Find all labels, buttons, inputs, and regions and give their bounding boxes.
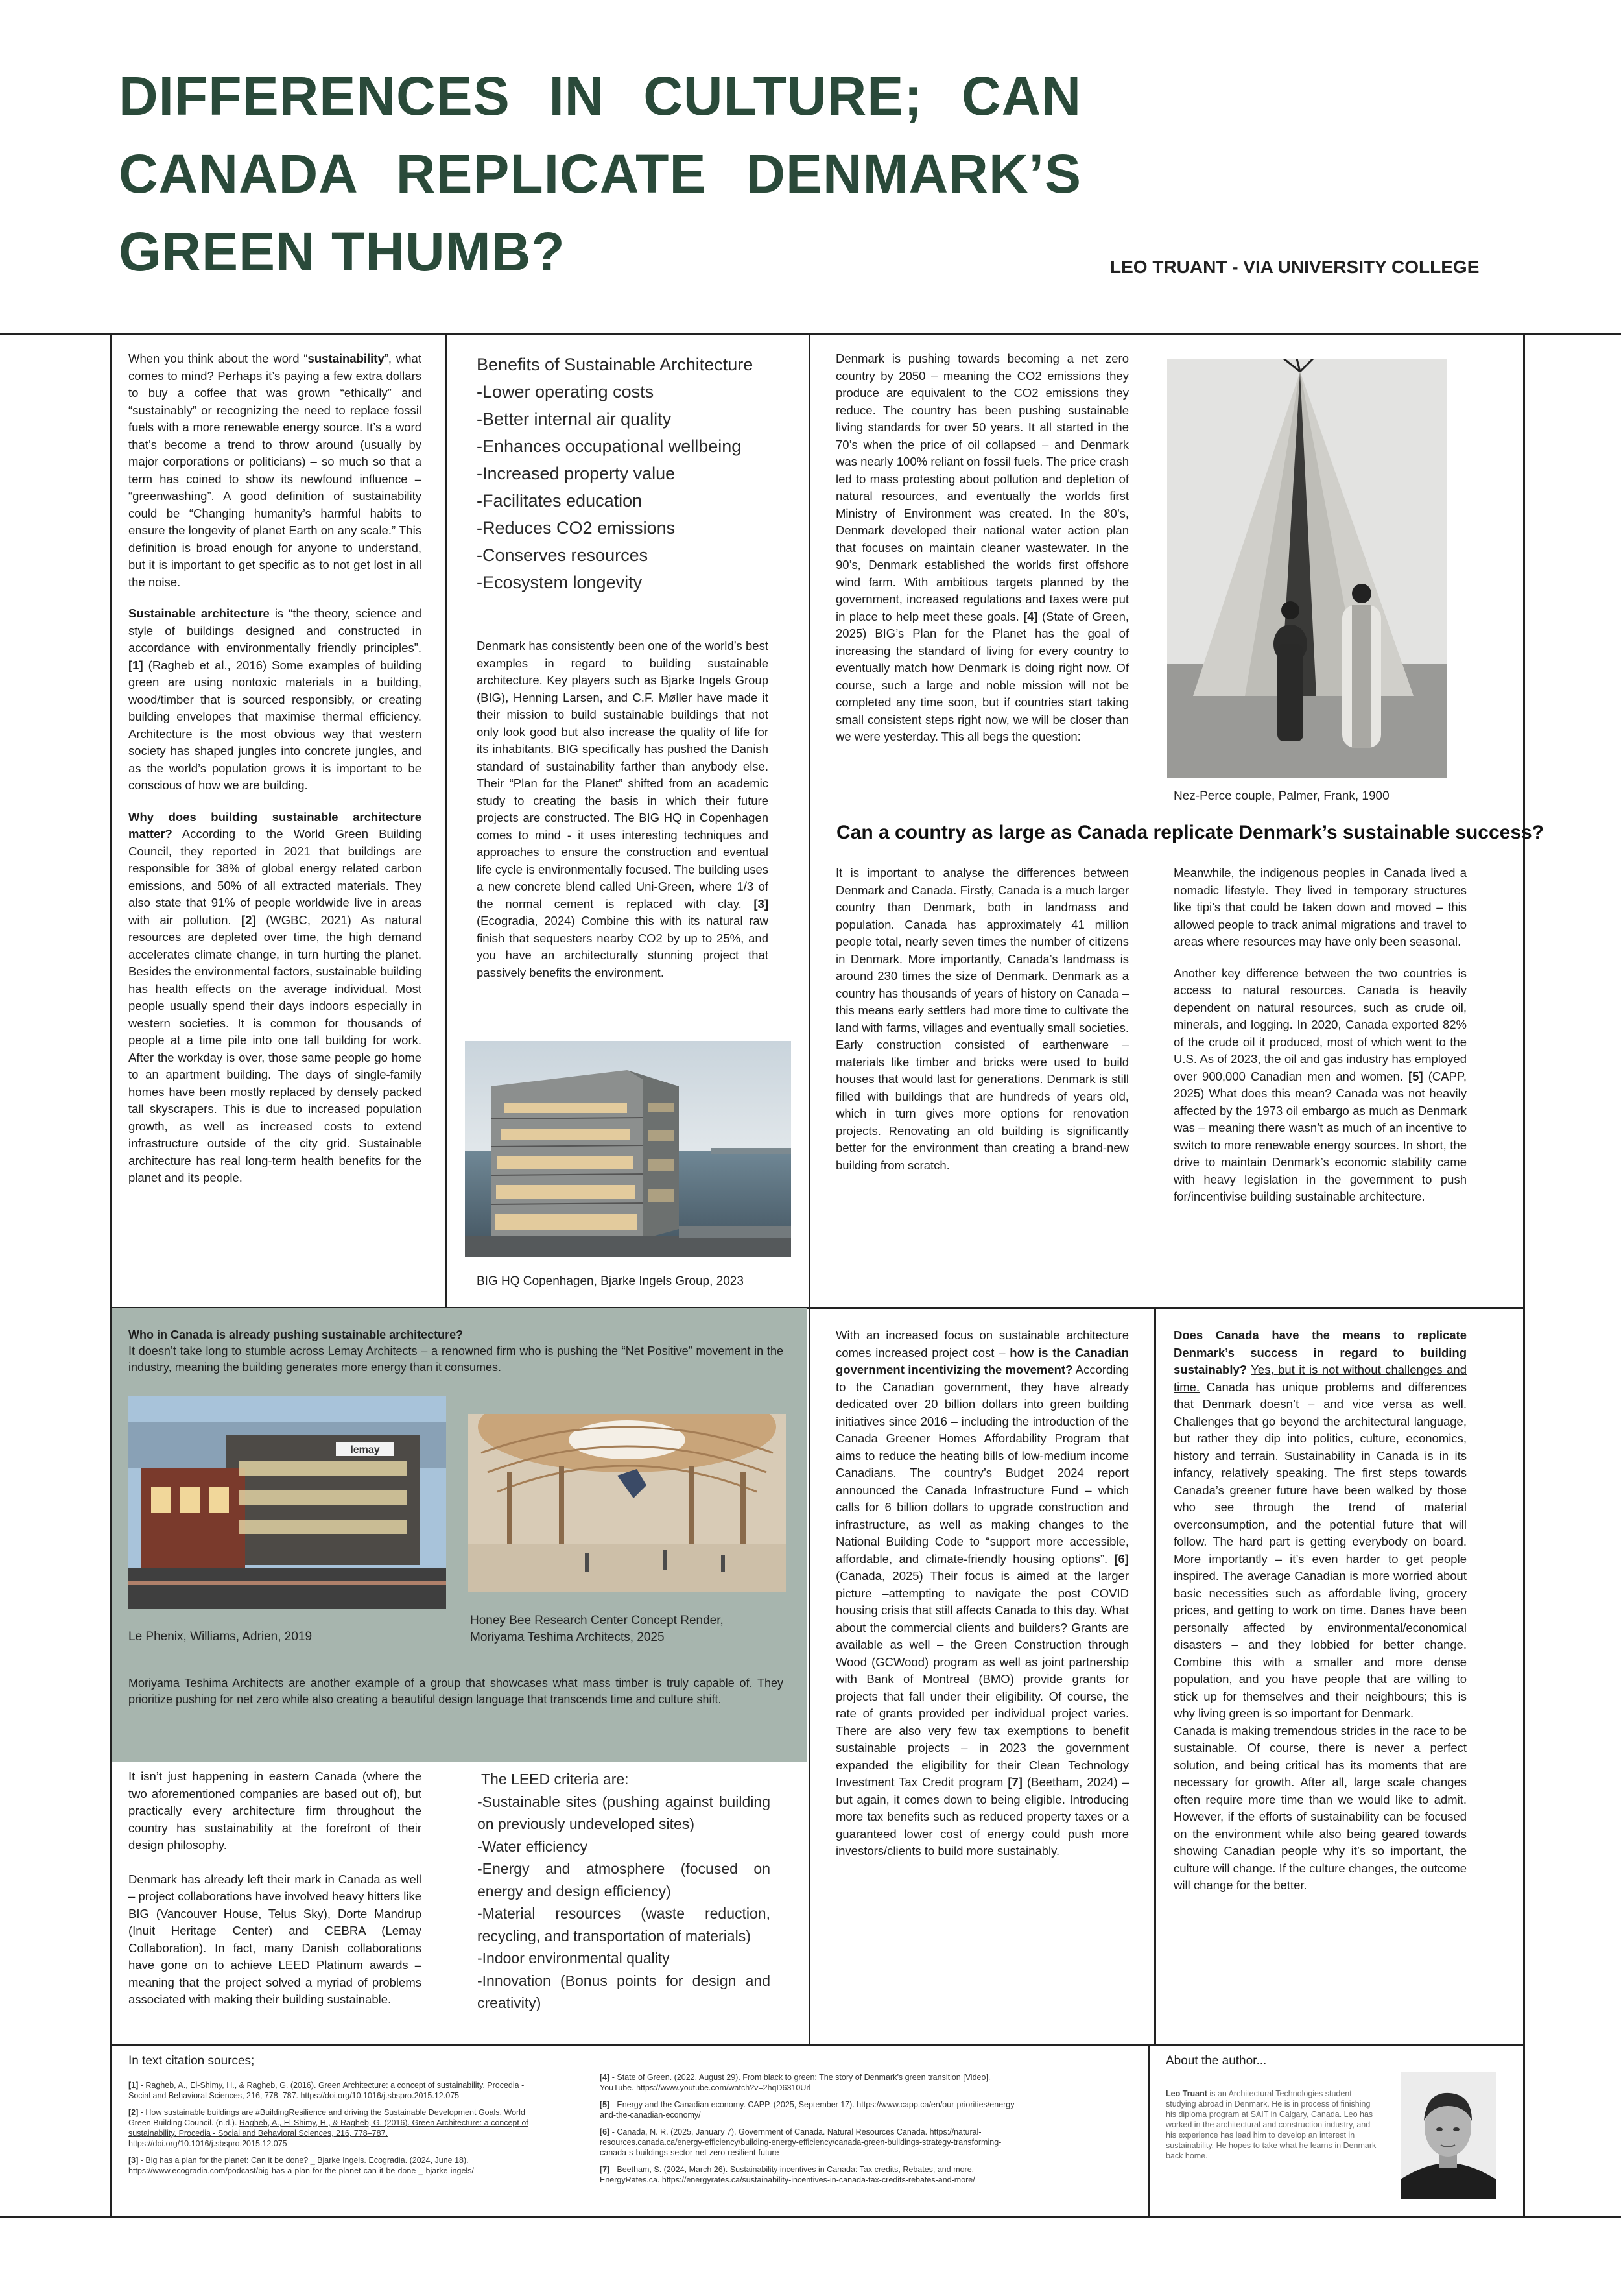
benefit-item: -Enhances occupational wellbeing (477, 436, 742, 456)
about-bio: Leo Truant is an Architectural Technologies student studying abroad in Denmark. He is in process of finishing his diploma program at SAIT in Calgary, Canada. Leo has worked in the architectural and construction industry, and his experience has lead him to develop an interest in sustainability. He hopes to take what he learns in Denmark back home. (1166, 2089, 1377, 2160)
citations-right (600, 2072, 1018, 2192)
about-title: About the author... (1166, 2054, 1267, 2068)
divider-col-2 (809, 333, 810, 2045)
benefits-list (477, 351, 788, 596)
canada-firms-heading: Who in Canada is already pushing sustainable architecture? (128, 1328, 464, 1341)
canada-firms-text (128, 1327, 783, 1376)
intro-paragraph: When you think about the word “sustainability”, what comes to mind? Perhaps it’s paying a few extra dollars to buy a coffee that was grown “ethically” and “sustainably” or recognizing the need to replace fossil fuels with a more renewable energy source. It’s a word that’s become a trend to throw around (usually by major corporations or politicians) – so much so that a term has coined to show its newfound influence – “greenwashing”. A good definition of sustainability could be “Changing humanity’s harmful habits to ensure the longevity of planet Earth on any scale.” This definition is broad enough for anyone to understand, but it is important to get specific as to not get lost in all the noise. (128, 352, 421, 589)
analysis-left-column (836, 865, 1129, 1188)
citation-2: [2] - How sustainable buildings are #BuildingResilience and driving the Sustainable Development Goals. World Green Building Council. (n.d.). Ragheb, A., El-Shimy, H., & Ragheb, G. (2016). Green Architecture: a concept of sustainability. Procedia - Social and Behavioral Sciences, 216, 778–787. https://doi.org/10.1016/j.sbspro.2015.12.075 (128, 2108, 528, 2148)
why-heading: Why does building sustainable architecture matter? (128, 809, 421, 841)
leed-list (477, 1768, 770, 2015)
divider-col-3 (1154, 1307, 1156, 2045)
eastern-paragraph: It isn’t just happening in eastern Canada (where the two aforementioned companies are based out of), but practically every architecture firm throughout the country has sustainability at the forefront of their design philosophy. (128, 1769, 421, 1852)
indigenous-paragraph: Meanwhile, the indigenous peoples in Canada lived a nomadic lifestyle. They lived in temporary structures like tipi’s that could be taken down and moved – this allowed people to track animal migrations and travel to areas where resources may have only been seasonal. (1174, 866, 1467, 948)
government-paragraph: With an increased focus on sustainable architecture comes increased project cost – how is the Canadian government incentivizing the movement? According to the Canadian government, they have already dedicated over 20 billion dollars into green building initiatives since 2016 – including the introduction of the Canada Greener Homes Affordability Program that aims to reduce the heating bills of low-medium income Canadians. The country’s Budget 2024 report announced the Canada Infrastructure Fund – which calls for 6 billion dollars to upgrade construction and infrastructure, as well as making changes to the National Building Code to “support more accessible, affordable, and climate-friendly housing options”. [6] (Canada, 2025) Their focus is aimed at the larger picture –attempting to navigate the post COVID housing crisis that still affects Canada to this day. What about the commercial clients and builders? Grants are available as well – the Green Construction through Wood (GCWood) program as well as joint partnership with Bank of Montreal (BMO) provide grants for projects that fall under their eligibility. Of course, the rate of grants provided per individual project varies. There are also very few tax exemptions to benefit sustainable projects – in 2023 the government expanded the eligibility for their Clean Technology Investment Tax Credit program [7] (Beetham, 2024) – but again, it comes down to being eligible. Introducing more tax benefits such as reduced property taxes or a guaranteed lower cost of energy could push more investors/clients to build more sustainably. (836, 1328, 1129, 1858)
author-name: Leo Truant (1166, 2089, 1207, 2098)
citation-1-link[interactable]: https://doi.org/10.1016/j.sbspro.2015.12.075 (300, 2091, 460, 2100)
author-portrait (1401, 2072, 1496, 2199)
government-question: how is the Canadian government incentivizing the movement? (836, 1345, 1129, 1376)
benefit-item: -Conserves resources (477, 545, 648, 565)
canada-firms-intro: It doesn’t take long to stumble across Lemay Architects – a renowned firm who is pushing the “Net Positive” movement in the industry, meaning the building generates more energy than it consumes. (128, 1345, 783, 1374)
leed-item: -Material resources (waste reduction, recycling, and transportation of materials) (477, 1905, 770, 1944)
canada-question-heading: Can a country as large as Canada replicate Denmark’s sustainable success? (836, 822, 1544, 843)
leed-item: -Sustainable sites (pushing against building on previously undeveloped sites) (477, 1793, 770, 1832)
citation-6: [6] - Canada, N. R. (2025, January 7). Government of Canada. Natural Resources Canada. https://natural-resources.canada.ca/energy-efficiency/building-energy-efficiency/canada-green-buildings-strategy-transforming-canada-s-buildings-sector-net-zero-resilient-future (600, 2127, 1002, 2157)
title-line-1: DIFFERENCES IN CULTURE; CAN (119, 66, 1082, 126)
citation-5: [5] - Energy and the Canadian economy. CAPP. (2025, September 17). https://www.capp.ca/en/our-priorities/energy-and-the-canadian-economy/ (600, 2100, 1017, 2120)
citation-ref-5: [5] (1408, 1069, 1423, 1083)
conclusion-paragraph: Canada is making tremendous strides in the race to be sustainable. Of course, there is never a perfect solution, and being critical has its moments that are necessary for growth. After all, large scale changes often require more time than we would like to admit. However, if the efforts of sustainability can be focused on the environment while also being geared towards showing Canadian people why it’s so important, the culture will change. If the culture changes, the outcome will change for the better. (1174, 1723, 1467, 1892)
divider-citations (110, 2044, 1524, 2046)
keyword-sustainable-architecture: Sustainable architecture (128, 606, 270, 620)
benefit-item: -Lower operating costs (477, 382, 654, 401)
citation-1: [1] - Ragheb, A., El-Shimy, H., & Ragheb, G. (2016). Green Architecture: a concept of sustainability. Procedia - Social and Behavioral Sciences, 216, 778–787. https://doi.org/10.1016/j.sbspro.2015.12.075 (128, 2081, 525, 2100)
title-line-2: CANADA REPLICATE DENMARK’S (119, 143, 1082, 204)
means-answer: Yes, but it is not without challenges and time. (1174, 1363, 1467, 1394)
citation-ref-3: [3] (753, 896, 768, 911)
nez-perce-caption: Nez-Perce couple, Palmer, Frank, 1900 (1174, 789, 1390, 803)
intro-column (128, 350, 421, 1201)
moriyama-paragraph: Moriyama Teshima Architects are another example of a group that showcases what mass timber is truly capable of. They prioritize pushing for net zero while also creating a beautiful design language that transcends time and culture shift. (128, 1677, 783, 1706)
leed-item: -Energy and atmosphere (focused on energy and design efficiency) (477, 1860, 770, 1900)
benefit-item: -Increased property value (477, 464, 676, 483)
citation-2-link[interactable]: Ragheb, A., El-Shimy, H., & Ragheb, G. (2016). Green Architecture: a concept of sustainability. Procedia - Social and Behavioral Sciences, 216, 778–787. https://doi.org/10.1016/j.sbspro.2015.12.075 (128, 2118, 528, 2148)
honey-bee-photo (468, 1414, 786, 1592)
benefits-title: Benefits of Sustainable Architecture (477, 355, 753, 374)
divider-col-1 (445, 333, 447, 1308)
analysis-right-column (1174, 865, 1467, 1220)
why-paragraph: Why does building sustainable architecture matter? According to the World Green Building Council, they reported in 2021 that buildings are responsible for 38% of global energy related carbon emissions, and 50% of all extracted materials. They also state that 91% of people worldwide live in areas with air pollution. [2] (WGBC, 2021) As natural resources are depleted over time, the high demand accelerates climate change, in turn hurting the planet. Besides the environmental factors, sustainable building has health effects on the average individual. Most people usually spend their days indoors especially in western societies. It is common for thousands of people at a time pile into one tall building for work. After the workday is over, those same people go home to an apartment building. The days of single-family homes have been mostly replaced by densely packed tall skyscrapers. This is due to increased population growth, as well as increased costs to extend infrastructure outside of the city grid. Sustainable architecture has real long-term health benefits for the planet and its people. (128, 809, 421, 1184)
netzero-column (836, 350, 1129, 760)
honey-bee-caption: Honey Bee Research Center Concept Render, Moriyama Teshima Architects, 2025 (470, 1614, 724, 1644)
leed-item: -Water efficiency (477, 1837, 587, 1855)
poster-title (119, 57, 1082, 291)
citations-title: In text citation sources; (128, 2054, 255, 2068)
definition-paragraph: Sustainable architecture is “the theory, science and style of buildings designed and constructed in accordance with environmentally friendly principles”. [1] (Ragheb et al., 2016) Some examples of building green are using nontoxic materials in a building, wood/timber that is sourced responsibly, or creating building envelopes that maximise thermal efficiency. Architecture is the most obvious way that western society has shaped jungles into concrete jungles, and as the world’s population grows it is important to be conscious of how we are building. (128, 606, 421, 792)
leed-title: The LEED criteria are: (481, 1771, 629, 1788)
title-line-3: GREEN THUMB? (119, 221, 565, 282)
means-paragraph: Does Canada have the means to replicate Denmark’s success in regard to building sustainably? Yes, but it is not without challenges and time. Canada has unique problems and differences that Denmark doesn’t – and vice versa as well. Challenges that go beyond the architectural language, but rather they dip into politics, culture, economics, history and terrain. Sustainability in Canada is in its infancy, relatively speaking. The first steps towards Canada’s greener future have been walked by those who see through the trend of material overconsumption, and the potential future that will follow. The hard part is getting everybody on board. More importantly – it’s even harder to get people inspired. The average Canadian is more worried about basic necessities such as affordable living, grocery prices, and getting to work on time. Danes have been personally affected by environmental/economical disasters – and they lobbied for better change. Combine this with a smaller and more dense population, and you have people that are willing to stick up for themselves and their neighbours; this is why living green is so important for Denmark. (1174, 1328, 1467, 1720)
divider-right (1523, 333, 1525, 2218)
benefit-item: -Ecosystem longevity (477, 573, 643, 592)
nez-perce-photo (1167, 359, 1447, 778)
citation-ref-4: [4] (1023, 609, 1038, 623)
analysis-left-paragraph: It is important to analyse the differences between Denmark and Canada. Firstly, Canada is a much larger country than Denmark, both in landmass and population. Canada has approximately 41 million people total, nearly seven times the number of citizens in Denmark. More importantly, Canada’s landmass is around 230 times the size of Denmark. Denmark as a country has thousands of years of history on Canada – this means early settlers had more time to cultivate the land with farms, villages and eventually small societies. Early construction consisted of earthenware – materials like timber and bricks were used to build houses that would last for generations. Denmark is still filled with buildings that are hundreds of years old, which in turn gives more options for renovation projects. Renovating an old building is significantly better for the environment than creating a brand-new building from scratch. (836, 866, 1129, 1172)
means-question: Does Canada have the means to replicate Denmark’s success in regard to building sustainably? (1174, 1328, 1467, 1376)
leed-item: -Indoor environmental quality (477, 1950, 670, 1967)
benefit-item: -Reduces CO2 emissions (477, 518, 676, 538)
benefit-item: -Facilitates education (477, 491, 643, 510)
divider-bottom (0, 2216, 1621, 2218)
le-phenix-photo (128, 1396, 446, 1609)
denmark-column (477, 638, 768, 996)
danish-collab-paragraph: Denmark has already left their mark in Canada as well – project collaborations have involved heavy hitters like BIG (Vancouver House, Telus Sky), Dorte Mandrup (Inuit Heritage Center) and CEBRA (Lemay Collaboration). In fact, many Danish collaborations have gone on to achieve LEED Platinum awards – meaning that the project solved a myriad of problems associated with making their building sustainable. (128, 1872, 421, 2006)
le-phenix-illustration (128, 1396, 446, 1609)
keyword-sustainability: sustainability (307, 352, 385, 365)
means-column (1174, 1327, 1467, 1909)
honey-bee-illustration (468, 1414, 786, 1592)
resources-paragraph: Another key difference between the two countries is access to natural resources. Canada is heavily dependent on natural resources, such as crude oil, minerals, and logging. In 2020, Canada exported 82% of the crude oil it produced, most of which went to the U.S. As of 2023, the oil and gas industry has employed over 900,000 Canadian men and women. [5] (CAPP, 2025) What does this mean? Canada was not heavily affected by the 1973 oil embargo as much as Denmark was – meaning there wasn’t as much of an incentive to switch to more renewable energy sources. In short, the drive to maintain Denmark’s economic stability came with heavy legislation in the government to push for/incentivise building sustainable architecture. (1174, 966, 1467, 1203)
le-phenix-caption: Le Phenix, Williams, Adrien, 2019 (128, 1630, 313, 1644)
divider-cite (1148, 2044, 1150, 2217)
citation-ref-6: [6] (1114, 1551, 1129, 1566)
citations-left (128, 2080, 537, 2182)
divider-left (110, 333, 112, 2218)
eastern-canada-column (128, 1768, 421, 2023)
netzero-paragraph: Denmark is pushing towards becoming a net zero country by 2050 – meaning the CO2 emissions they produce are equivalent to the CO2 emissions they reduce. The country has been pushing sustainable living standards for over 50 years. It all started in the 70’s when the price of oil collapsed – and Denmark was nearly 100% reliant on fossil fuels. The price crash led to mass protesting about pollution and depletion of natural resources, and eventually the worlds first Ministry of Environment was created. In the 80’s, Denmark developed their national water action plan that focuses on maintain cleaner wastewater. In the 90’s, Denmark established the worlds first offshore wind farm. With ambitious targets planned by the government, increased regulations and taxes were put in place to help meet these goals. [4] (State of Green, 2025) BIG’s Plan for the Planet has the goal of increasing the standard of living for every country to eventually match how Denmark is doing right now. Of course, such a large and noble mission will not be completed any time soon, but if countries start taking small consistent steps right now, we will be closer than we were yesterday. This all begs the question: (836, 352, 1130, 743)
author-portrait-illustration (1401, 2072, 1496, 2199)
divider-top (0, 333, 1621, 335)
leed-item: -Innovation (Bonus points for design and creativity) (477, 1972, 770, 2011)
big-hq-caption: BIG HQ Copenhagen, Bjarke Ingels Group, 2023 (477, 1274, 744, 1288)
citation-ref-1: [1] (128, 658, 143, 672)
denmark-paragraph: Denmark has consistently been one of the world’s best examples in regard to building sustainable architecture. Key players such as Bjarke Ingels Group (BIG), Henning Larsen, and C.F. Møller have made it their mission to build sustainable buildings that not only look good but also increase the quality of life for its inhabitants. BIG specifically has pushed the Danish standard of sustainability farther than anybody else. Their “Plan for the Planet” shifted from an academic study to creating the basis in which their future projects are constructed. The BIG HQ in Copenhagen comes to mind - it uses interesting techniques and approaches to ensure the construction and eventual life cycle is environmentally focused. The building uses a new concrete blend called Uni-Green, where 1/3 of the normal cement is replaced with clay. [3] (Ecogradia, 2024) Combine this with its natural raw finish that sequesters nearby CO2 by up to 25%, and you have an architecturally stunning project that passively benefits the environment. (477, 639, 768, 979)
nez-perce-illustration (1167, 359, 1447, 778)
citation-ref-7: [7] (1008, 1775, 1023, 1789)
big-hq-photo (465, 1041, 791, 1257)
benefit-item: -Better internal air quality (477, 409, 672, 429)
citation-4: [4] - State of Green. (2022, August 29). From black to green: The story of Denmark’s green transition [Video]. YouTube. https://www.youtube.com/watch?v=2hqD6310Url (600, 2073, 991, 2092)
citation-7: [7] - Beetham, S. (2024, March 26). Sustainability incentives in Canada: Tax credits, Rebates, and more. EnergyRates.ca. https://energyrates.ca/sustainability-incentives-in-canada-tax-credits-rebates-and-more/ (600, 2165, 975, 2184)
author-byline: LEO TRUANT - VIA UNIVERSITY COLLEGE (1110, 257, 1480, 277)
big-hq-illustration (465, 1041, 791, 1257)
lemay-sign: lemay (350, 1444, 380, 1455)
citation-3: [3] - Big has a plan for the planet: Can it be done? _ Bjarke Ingels. Ecogradia. (2024, June 18). https://www.ecogradia.com/podcast/big-has-a-plan-for-the-planet-can-it-be-done-_-bjarke-ingels/ (128, 2156, 474, 2175)
citation-ref-2: [2] (241, 913, 256, 927)
government-column (836, 1327, 1129, 1874)
